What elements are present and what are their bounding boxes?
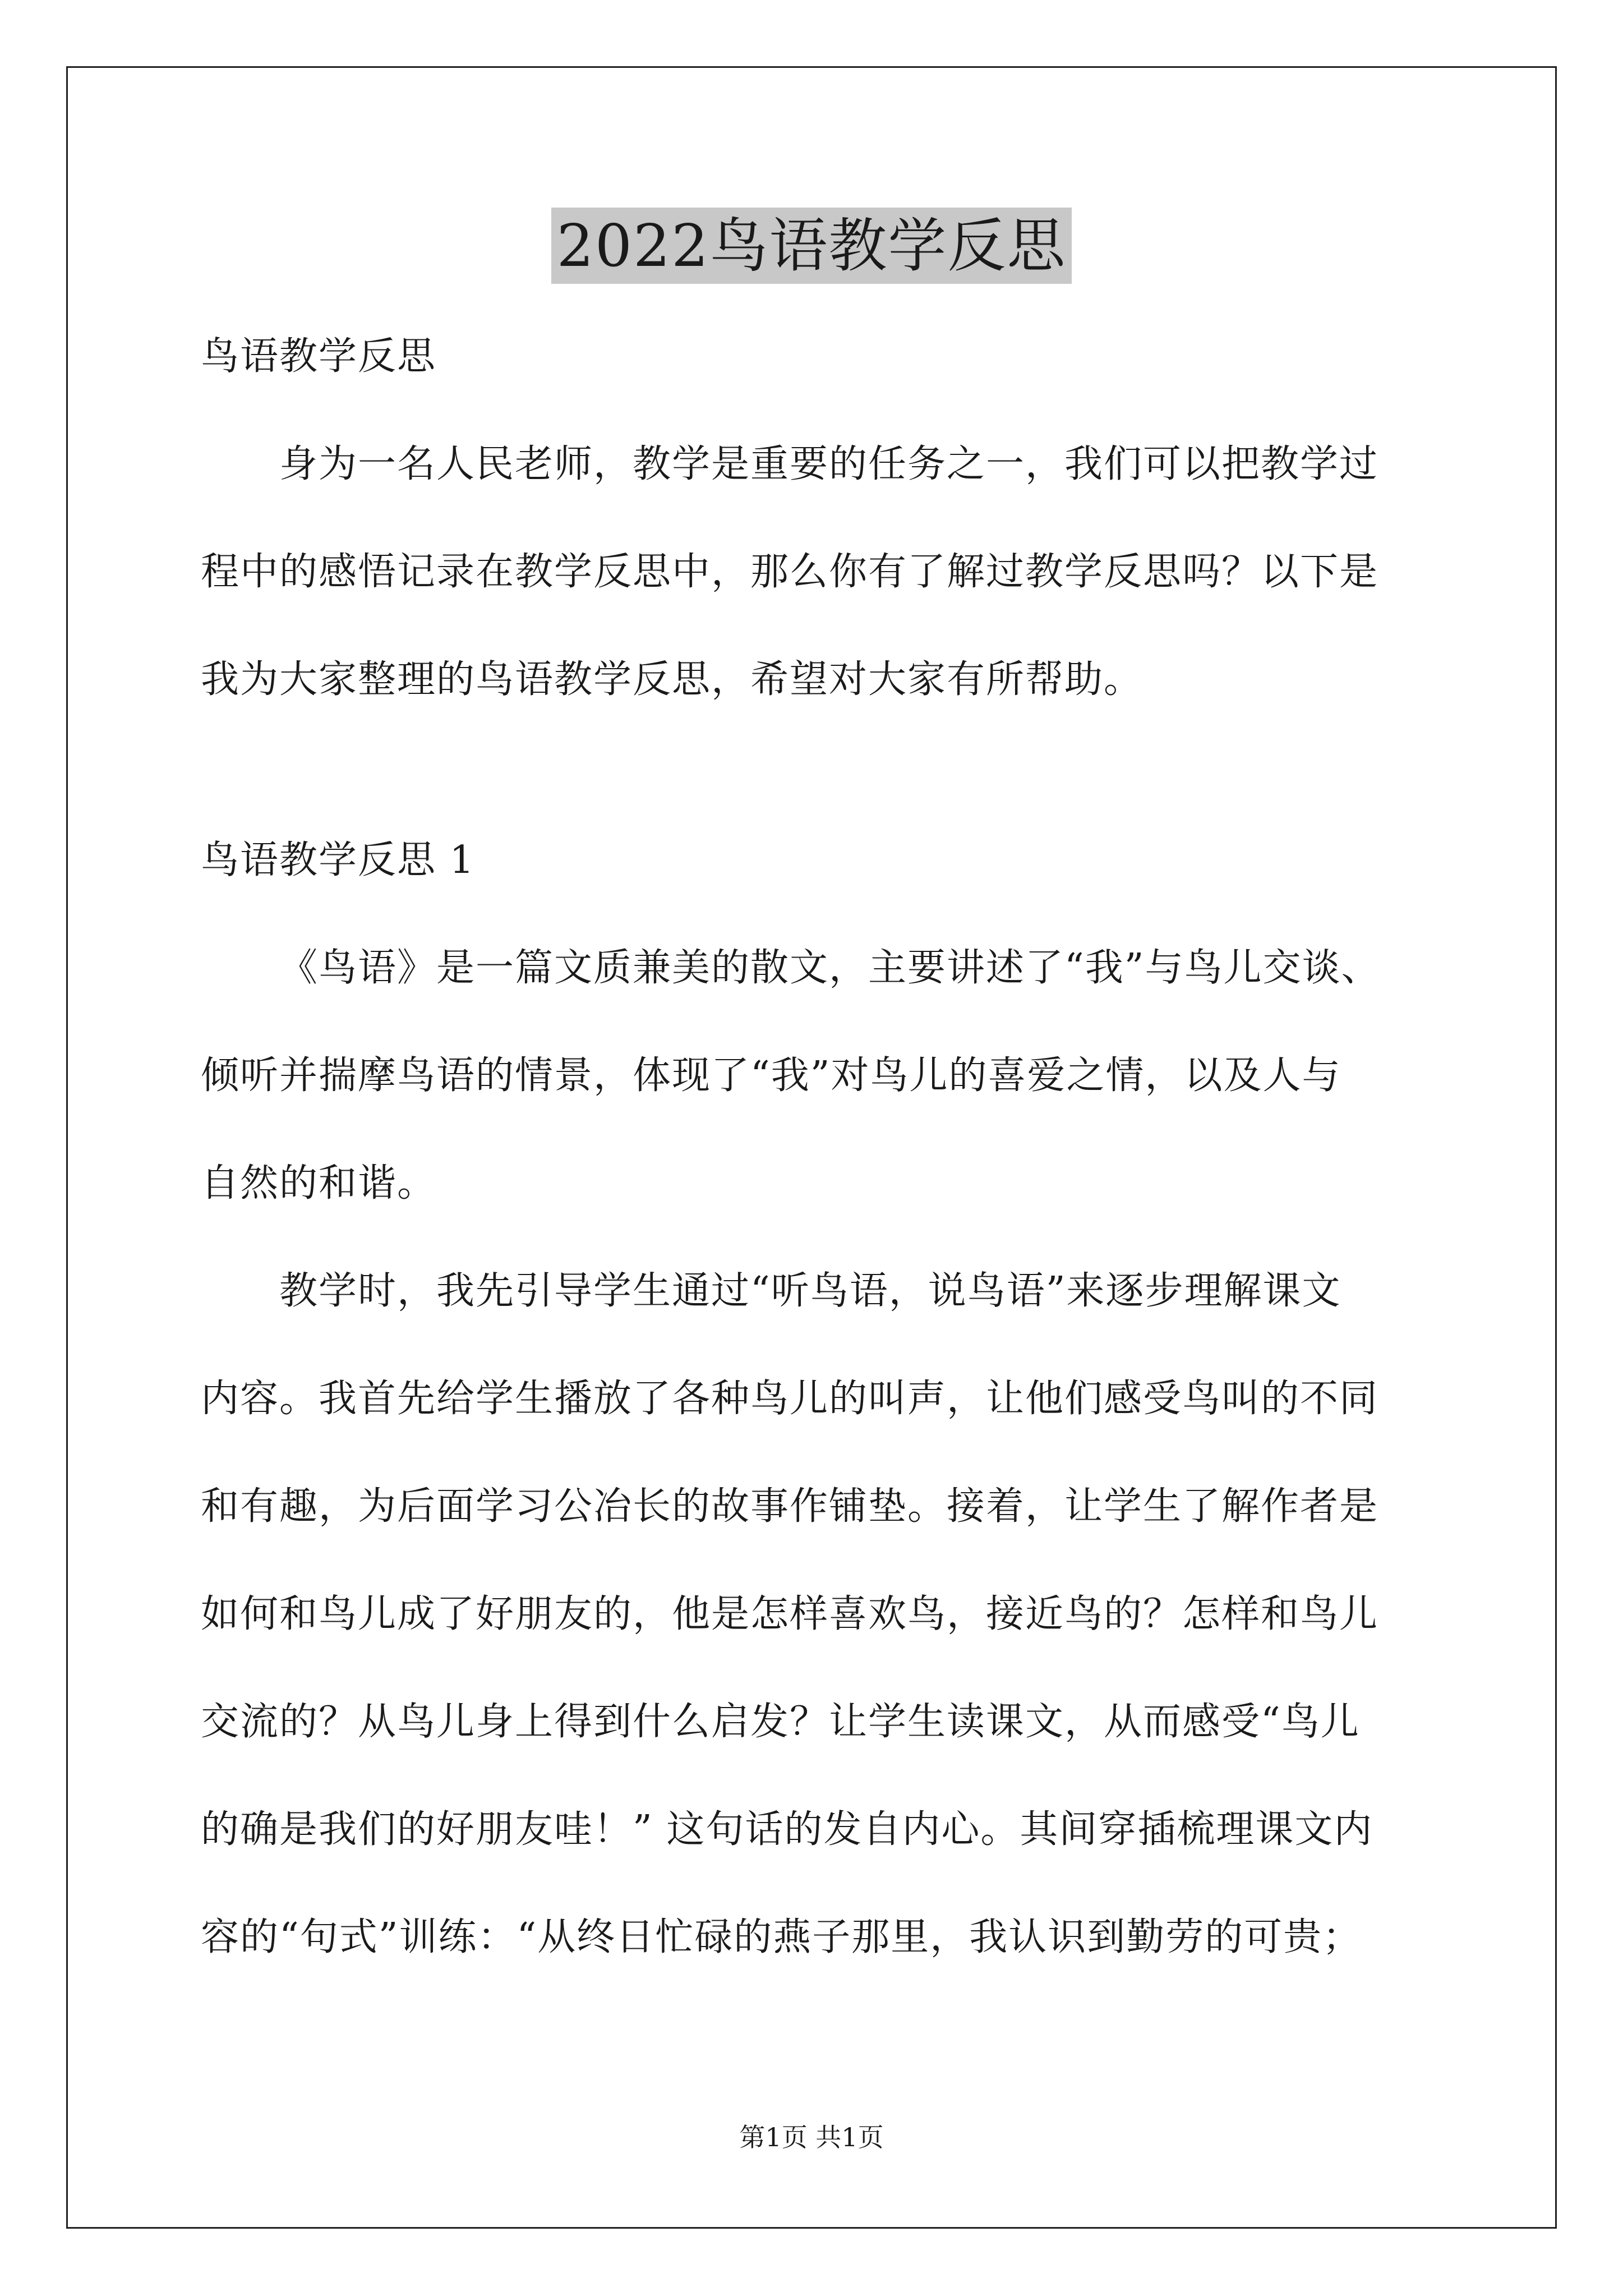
document-body — [201, 303, 1435, 1991]
para1-line-1: 《鸟语》是一篇文质兼美的散文，主要讲述了“我”与鸟儿交谈、 — [279, 946, 1381, 990]
para2-line-4: 如何和鸟儿成了好朋友的，他是怎样喜欢鸟，接近鸟的？怎样和鸟儿 — [201, 1592, 1379, 1636]
intro-line-3: 我为大家整理的鸟语教学反思，希望对大家有所帮助。 — [201, 657, 1144, 702]
para2-line-3: 和有趣，为后面学习公冶长的故事作铺垫。接着，让学生了解作者是 — [201, 1484, 1379, 1529]
intro-line-2: 程中的感悟记录在教学反思中，那么你有了解过教学反思吗？以下是 — [201, 550, 1379, 594]
intro-line-1: 身为一名人民老师，教学是重要的任务之一，我们可以把教学过 — [279, 442, 1379, 486]
para2-line-2: 内容。我首先给学生播放了各种鸟儿的叫声，让他们感受鸟叫的不同 — [201, 1377, 1379, 1421]
para2-line-7: 容的“句式”训练：“从终日忙碌的燕子那里，我认识到勤劳的可贵； — [201, 1915, 1362, 1959]
para2-line-6: 的确是我们的好朋友哇！” 这句话的发自内心。其间穿插梳理课文内 — [201, 1807, 1373, 1852]
para1-line-2: 倾听并揣摩鸟语的情景，体现了“我”对鸟儿的喜爱之情，以及人与 — [201, 1053, 1341, 1098]
document-title[interactable]: 2022鸟语教学反思 — [551, 208, 1072, 284]
para2-line-5: 交流的？从鸟儿身上得到什么启发？让学生读课文，从而感受“鸟儿 — [201, 1700, 1360, 1744]
para2-line-1: 教学时，我先引导学生通过“听鸟语，说鸟语”来逐步理解课文 — [279, 1269, 1341, 1313]
page-footer: 第1页 共1页 — [739, 2122, 884, 2152]
para1-line-3: 自然的和谐。 — [201, 1161, 437, 1205]
section-heading: 鸟语教学反思 1 — [201, 838, 475, 882]
section-gap — [201, 734, 1435, 807]
title-container — [0, 208, 1623, 284]
document-heading: 鸟语教学反思 — [201, 334, 437, 379]
